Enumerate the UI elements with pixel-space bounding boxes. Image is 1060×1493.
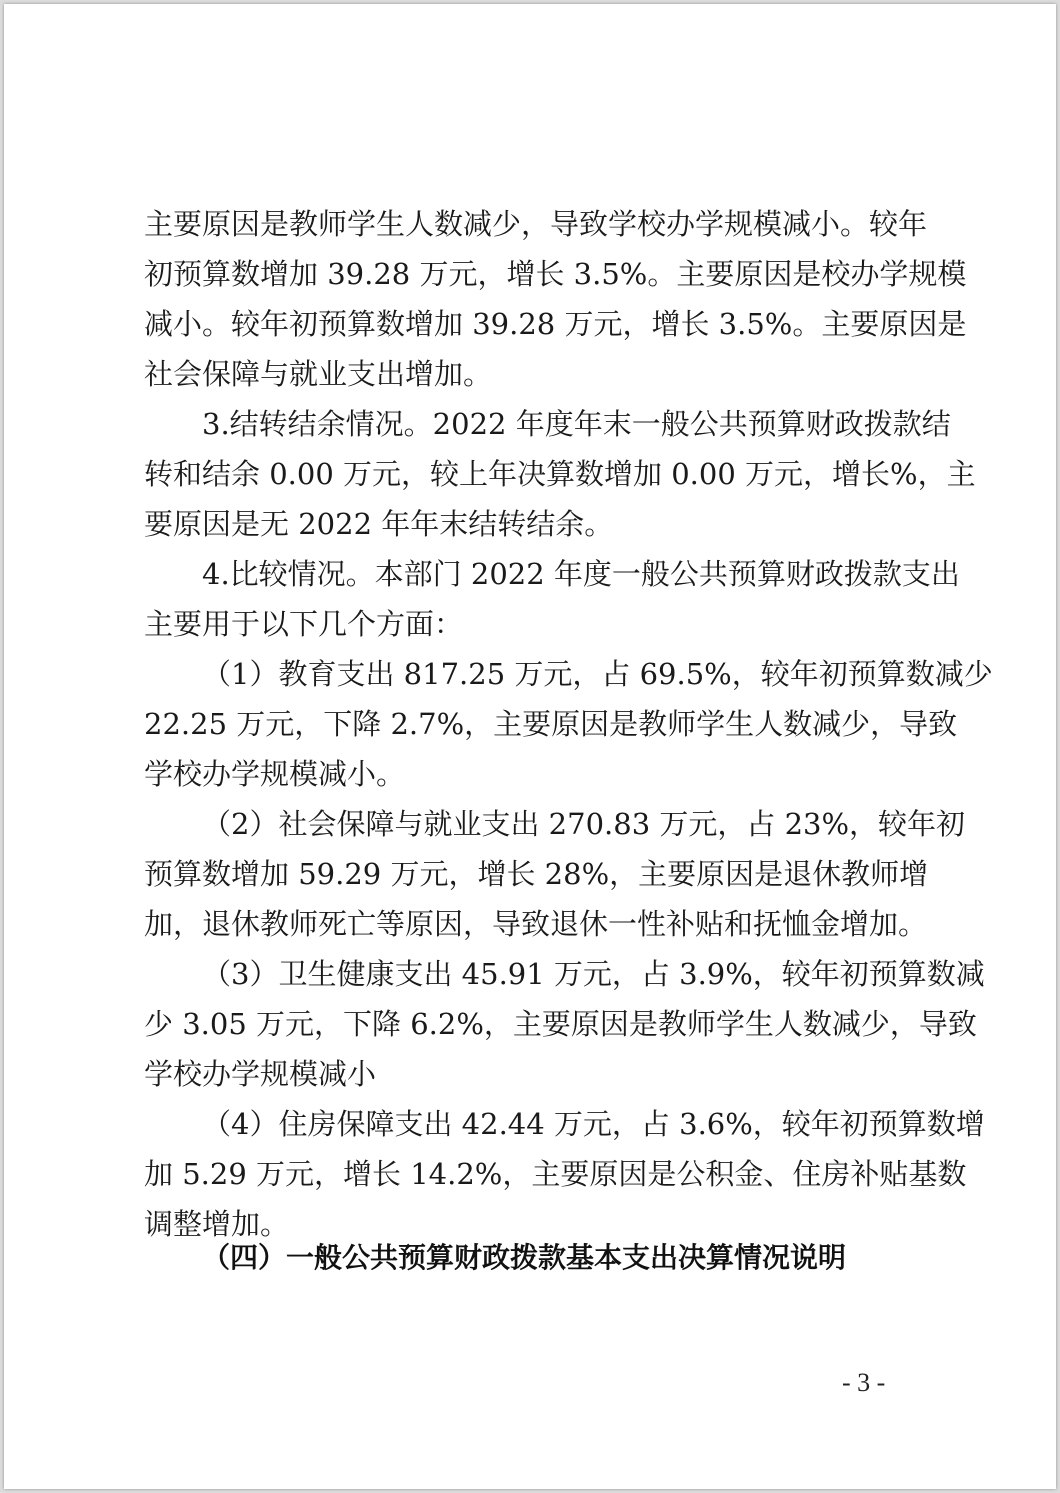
text-line: 初预算数增加 39.28 万元，增长 3.5%。主要原因是校办学规模 bbox=[144, 257, 967, 291]
text-line: 少 3.05 万元，下降 6.2%，主要原因是教师学生人数减少，导致 bbox=[144, 1007, 977, 1041]
paragraph-health-expenditure bbox=[144, 949, 985, 1099]
paragraph-housing-expenditure bbox=[144, 1099, 985, 1249]
paragraph-social-security-expenditure bbox=[144, 799, 966, 949]
text-line: 学校办学规模减小 bbox=[144, 1057, 377, 1091]
text-line: 主要用于以下几个方面： bbox=[144, 607, 464, 641]
document-body bbox=[144, 199, 993, 1249]
text-line: （2）社会保障与就业支出 270.83 万元，占 23%，较年初 bbox=[202, 807, 966, 841]
paragraph-comparison bbox=[144, 549, 960, 649]
text-line: 主要原因是教师学生人数减少，导致学校办学规模减小。较年 bbox=[144, 207, 928, 241]
paragraph-continued bbox=[144, 199, 967, 399]
paragraph-carryover bbox=[144, 399, 976, 549]
text-line: 4.比较情况。本部门 2022 年度一般公共预算财政拨款支出 bbox=[202, 557, 960, 591]
text-line: （3）卫生健康支出 45.91 万元，占 3.9%，较年初预算数减 bbox=[202, 957, 985, 991]
text-line: 社会保障与就业支出增加。 bbox=[144, 357, 493, 391]
text-line: 转和结余 0.00 万元，较上年决算数增加 0.00 万元，增长%，主 bbox=[144, 457, 976, 491]
text-line: 调整增加。 bbox=[144, 1207, 290, 1241]
section-heading: （四）一般公共预算财政拨款基本支出决算情况说明 bbox=[202, 1241, 847, 1274]
page-number: - 3 - bbox=[842, 1368, 886, 1397]
text-line: 要原因是无 2022 年年末结转结余。 bbox=[144, 507, 614, 541]
text-line: 预算数增加 59.29 万元，增长 28%，主要原因是退休教师增 bbox=[144, 857, 929, 891]
text-line: 学校办学规模减小。 bbox=[144, 757, 406, 791]
text-line: 减小。较年初预算数增加 39.28 万元，增长 3.5%。主要原因是 bbox=[144, 307, 967, 341]
text-line: 加，退休教师死亡等原因，导致退休一性补贴和抚恤金增加。 bbox=[144, 907, 928, 941]
text-line: 加 5.29 万元，增长 14.2%，主要原因是公积金、住房补贴基数 bbox=[144, 1157, 967, 1191]
text-line: 22.25 万元，下降 2.7%，主要原因是教师学生人数减少，导致 bbox=[144, 707, 958, 741]
paragraph-education-expenditure bbox=[144, 649, 993, 799]
document-page bbox=[4, 4, 1056, 1489]
text-line: （1）教育支出 817.25 万元，占 69.5%，较年初预算数减少 bbox=[202, 657, 993, 691]
text-line: 3.结转结余情况。2022 年度年末一般公共预算财政拨款结 bbox=[202, 407, 951, 441]
text-line: （4）住房保障支出 42.44 万元，占 3.6%，较年初预算数增 bbox=[202, 1107, 985, 1141]
